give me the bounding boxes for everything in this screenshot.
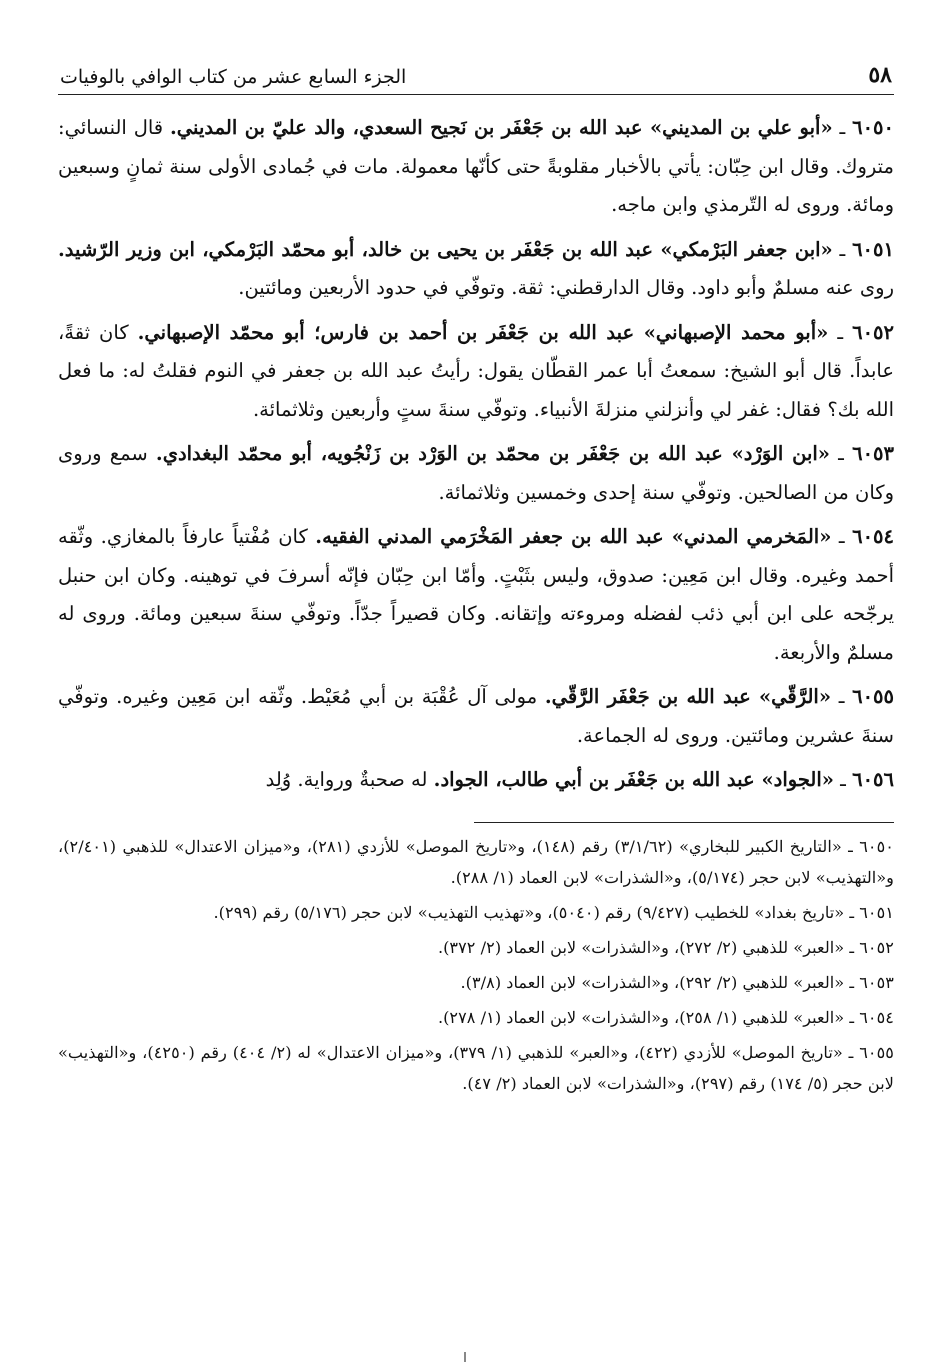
entry-number: ٦٠٥٤ <box>852 525 894 548</box>
entry-body: كان ثقةً، عابداً. قال أبو الشيخ: سمعتُ أبا عمر القطّان يقول: رأيتُ عبد الله بن جعفر في النوم فقلتُ له: ما فعل الله بك؟ فقال: غفر لي وأنزلني منزلةَ الأنبياء. وتوفّي سنةَ ستٍ وأربعين وثلاثمائة. <box>58 320 894 421</box>
footnote-text: «العبر» للذهبي (٢/ ٢٩٢)، و«الشذرات» لابن العماد (٣/٨). <box>460 972 845 992</box>
entry-heading: «أبو علي بن المديني» عبد الله بن جَعْفَر بن نَجيح السعدي، والد عليّ بن المديني. <box>170 116 833 139</box>
scan-mark <box>464 1352 466 1362</box>
entry-body: مولى آل عُقْبَة بن أبي مُعَيْط. وثّقه ابن مَعِين وغيره. وتوفّي سنةَ عشرين ومائتين. وروى له الجماعة. <box>58 685 894 747</box>
footnote-text: «تاريخ الموصل» للأزدي (٤٢٢)، و«العبر» للذهبي (١/ ٣٧٩)، و«ميزان الاعتدال» له (٢/ ٤٠٤) رقم (٤٢٥٠)، و«التهذيب» لابن حجر (٥/ ١٧٤) رقم (٢٩٧)، و«الشذرات» لابن العماد (٢/ ٤٧). <box>58 1042 894 1093</box>
entry-number: ٦٠٥١ <box>852 237 894 261</box>
entry-heading: «الجواد» عبد الله بن جَعْفَر بن أبي طالب، الجواد. <box>433 768 834 791</box>
entry-heading: «ابن جعفر البَرْمكي» عبد الله بن جَعْفَر بن يحيى بن خالد، أبو محمّد البَرْمكي، ابن وزير الرّشيد. <box>58 237 833 261</box>
entry-body: قال النسائي: متروك. وقال ابن حِبّان: يأتي بالأخبار مقلوبةً حتى كأنّها معمولة. مات في جُمادى الأولى سنة ثمانٍ وسبعين ومائة. وروى له التّرمذي وابن ماجه. <box>58 116 894 216</box>
book-title: الجزء السابع عشر من كتاب الوافي بالوفيات <box>60 66 407 88</box>
footnote-text: «العبر» للذهبي (٢/ ٢٧٢)، و«الشذرات» لابن العماد (٢/ ٣٧٢). <box>437 937 845 957</box>
entry-heading: «المَخرمي المدني» عبد الله بن جعفر المَخْرَمي المدني الفقيه. <box>315 525 832 548</box>
footnote-number: ٦٠٥٤ <box>859 1007 894 1027</box>
entry-6053: ٦٠٥٣ ـ «ابن الوَرْد» عبد الله بن جَعْفَر بن محمّد بن الوَرْد بن زَنْجُويه، أبو محمّد البغدادي. سمع وروى وكان من الصالحين. وتوفّي سنة إحدى وخمسين وثلاثمائة. <box>58 442 894 504</box>
footnote-6052: ٦٠٥٢ ـ «العبر» للذهبي (٢/ ٢٧٢)، و«الشذرات» لابن العماد (٢/ ٣٧٢). <box>437 937 894 957</box>
footnotes <box>58 831 894 1099</box>
footnote-6053: ٦٠٥٣ ـ «العبر» للذهبي (٢/ ٢٩٢)، و«الشذرات» لابن العماد (٣/٨). <box>460 972 894 992</box>
entry-number: ٦٠٥٥ <box>852 685 894 708</box>
entry-body: كان مُفْتياً عارفاً بالمغازي. وثّقه أحمد وغيره. وقال ابن مَعِين: صدوق، وليس بثَبْتٍ. وأمّا ابن حِبّان فإنّه أسرفَ في توهينه. وكان ابن حنبل يرجّحه على ابن أبي ذئب لفضله ومروءته وإتقانه. وكان قصيراً جدّاً. وتوفّي سنةَ سبعين ومائة. وروى له مسلمٌ والأربعة. <box>58 525 894 664</box>
entry-6055: ٦٠٥٥ ـ «الرَّقّي» عبد الله بن جَعْفَر الرَّقّي. مولى آل عُقْبَة بن أبي مُعَيْط. وثّقه ابن مَعِين وغيره. وتوفّي سنةَ عشرين ومائتين. وروى له الجماعة. <box>58 685 894 747</box>
entry-6052: ٦٠٥٢ ـ «أبو محمد الإصبهاني» عبد الله بن جَعْفَر بن أحمد بن فارس؛ أبو محمّد الإصبهاني. كان ثقةً، عابداً. قال أبو الشيخ: سمعتُ أبا عمر القطّان يقول: رأيتُ عبد الله بن جعفر في النوم فقلتُ له: ما فعل الله بك؟ فقال: غفر لي وأنزلني منزلةَ الأنبياء. وتوفّي سنةَ ستٍ وأربعين وثلاثمائة. <box>58 320 894 421</box>
entry-heading: «أبو محمد الإصبهاني» عبد الله بن جَعْفَر بن أحمد بن فارس؛ أبو محمّد الإصبهاني. <box>137 320 829 344</box>
footnote-number: ٦٠٥٥ <box>859 1042 894 1062</box>
biography-entries <box>58 109 894 800</box>
entry-number: ٦٠٥٠ <box>852 116 895 139</box>
footnote-number: ٦٠٥٢ <box>859 937 894 957</box>
footnote-6055: ٦٠٥٥ ـ «تاريخ الموصل» للأزدي (٤٢٢)، و«العبر» للذهبي (١/ ٣٧٩)، و«ميزان الاعتدال» له (٢/ ٤٠٤) رقم (٤٢٥٠)، و«التهذيب» لابن حجر (٥/ ١٧٤) رقم (٢٩٧)، و«الشذرات» لابن العماد (٢/ ٤٧). <box>58 1042 894 1093</box>
entry-6050: ٦٠٥٠ ـ «أبو علي بن المديني» عبد الله بن جَعْفَر بن نَجيح السعدي، والد عليّ بن المديني. قال النسائي: متروك. وقال ابن حِبّان: يأتي بالأخبار مقلوبةً حتى كأنّها معمولة. مات في جُمادى الأولى سنة ثمانٍ وسبعين ومائة. وروى له التّرمذي وابن ماجه. <box>58 116 895 216</box>
entry-number: ٦٠٥٦ <box>852 768 894 791</box>
book-page <box>58 48 894 1348</box>
footnote-text: «العبر» للذهبي (١/ ٢٥٨)، و«الشذرات» لابن العماد (١/ ٢٧٨). <box>437 1007 845 1027</box>
entry-6054: ٦٠٥٤ ـ «المَخرمي المدني» عبد الله بن جعفر المَخْرَمي المدني الفقيه. كان مُفْتياً عارفاً بالمغازي. وثّقه أحمد وغيره. وقال ابن مَعِين: صدوق، وليس بثَبْتٍ. وأمّا ابن حِبّان فإنّه أسرفَ في توهينه. وكان ابن حنبل يرجّحه على ابن أبي ذئب لفضله ومروءته وإتقانه. وكان قصيراً جدّاً. وتوفّي سنةَ سبعين ومائة. وروى له مسلمٌ والأربعة. <box>58 525 894 664</box>
footnote-divider <box>474 822 894 823</box>
footnote-number: ٦٠٥٠ <box>859 836 894 856</box>
entry-heading: «الرَّقّي» عبد الله بن جَعْفَر الرَّقّي. <box>544 685 832 708</box>
footnote-text: «التاريخ الكبير للبخاري» (٣/١/٦٢) رقم (١٤٨)، و«تاريخ الموصل» للأزدي (٢٨١)، و«ميزان الاعتدال» للذهبي (٢/٤٠١)، و«التهذيب» لابن حجر (٥/١٧٤)، و«الشذرات» لابن العماد (١/ ٢٨٨). <box>58 836 894 887</box>
footnote-6050: ٦٠٥٠ ـ «التاريخ الكبير للبخاري» (٣/١/٦٢) رقم (١٤٨)، و«تاريخ الموصل» للأزدي (٢٨١)، و«ميزان الاعتدال» للذهبي (٢/٤٠١)، و«التهذيب» لابن حجر (٥/١٧٤)، و«الشذرات» لابن العماد (١/ ٢٨٨). <box>58 836 894 887</box>
entry-6056: ٦٠٥٦ ـ «الجواد» عبد الله بن جَعْفَر بن أبي طالب، الجواد. له صحبةٌ ورواية. وُلِد <box>265 768 894 791</box>
page-number: ٥٨ <box>868 62 892 88</box>
entry-number: ٦٠٥٣ <box>852 442 894 465</box>
running-head <box>58 48 894 95</box>
entry-body: روى عنه مسلمٌ وأبو داود. وقال الدارقطني: ثقة. وتوفّي في حدود الأربعين ومائتين. <box>238 276 894 299</box>
entry-number: ٦٠٥٢ <box>852 320 894 344</box>
footnote-number: ٦٠٥٣ <box>859 972 894 992</box>
footnote-text: «تاريخ بغداد» للخطيب (٩/٤٢٧) رقم (٥٠٤٠)، و«تهذيب التهذيب» لابن حجر (٥/١٧٦) رقم (٢٩٩). <box>213 902 845 922</box>
entry-6051: ٦٠٥١ ـ «ابن جعفر البَرْمكي» عبد الله بن جَعْفَر بن يحيى بن خالد، أبو محمّد البَرْمكي، ابن وزير الرّشيد. روى عنه مسلمٌ وأبو داود. وقال الدارقطني: ثقة. وتوفّي في حدود الأربعين ومائتين. <box>58 237 894 299</box>
footnote-6054: ٦٠٥٤ ـ «العبر» للذهبي (١/ ٢٥٨)، و«الشذرات» لابن العماد (١/ ٢٧٨). <box>437 1007 894 1027</box>
footnote-number: ٦٠٥١ <box>859 902 894 922</box>
footnote-6051: ٦٠٥١ ـ «تاريخ بغداد» للخطيب (٩/٤٢٧) رقم (٥٠٤٠)، و«تهذيب التهذيب» لابن حجر (٥/١٧٦) رقم (٢٩٩). <box>213 902 894 922</box>
entry-body: سمع وروى وكان من الصالحين. وتوفّي سنة إحدى وخمسين وثلاثمائة. <box>58 442 894 504</box>
entry-heading: «ابن الوَرْد» عبد الله بن جَعْفَر بن محمّد بن الوَرْد بن زَنْجُويه، أبو محمّد البغدادي. <box>155 442 830 465</box>
entry-body: له صحبةٌ ورواية. وُلِد <box>265 768 428 791</box>
